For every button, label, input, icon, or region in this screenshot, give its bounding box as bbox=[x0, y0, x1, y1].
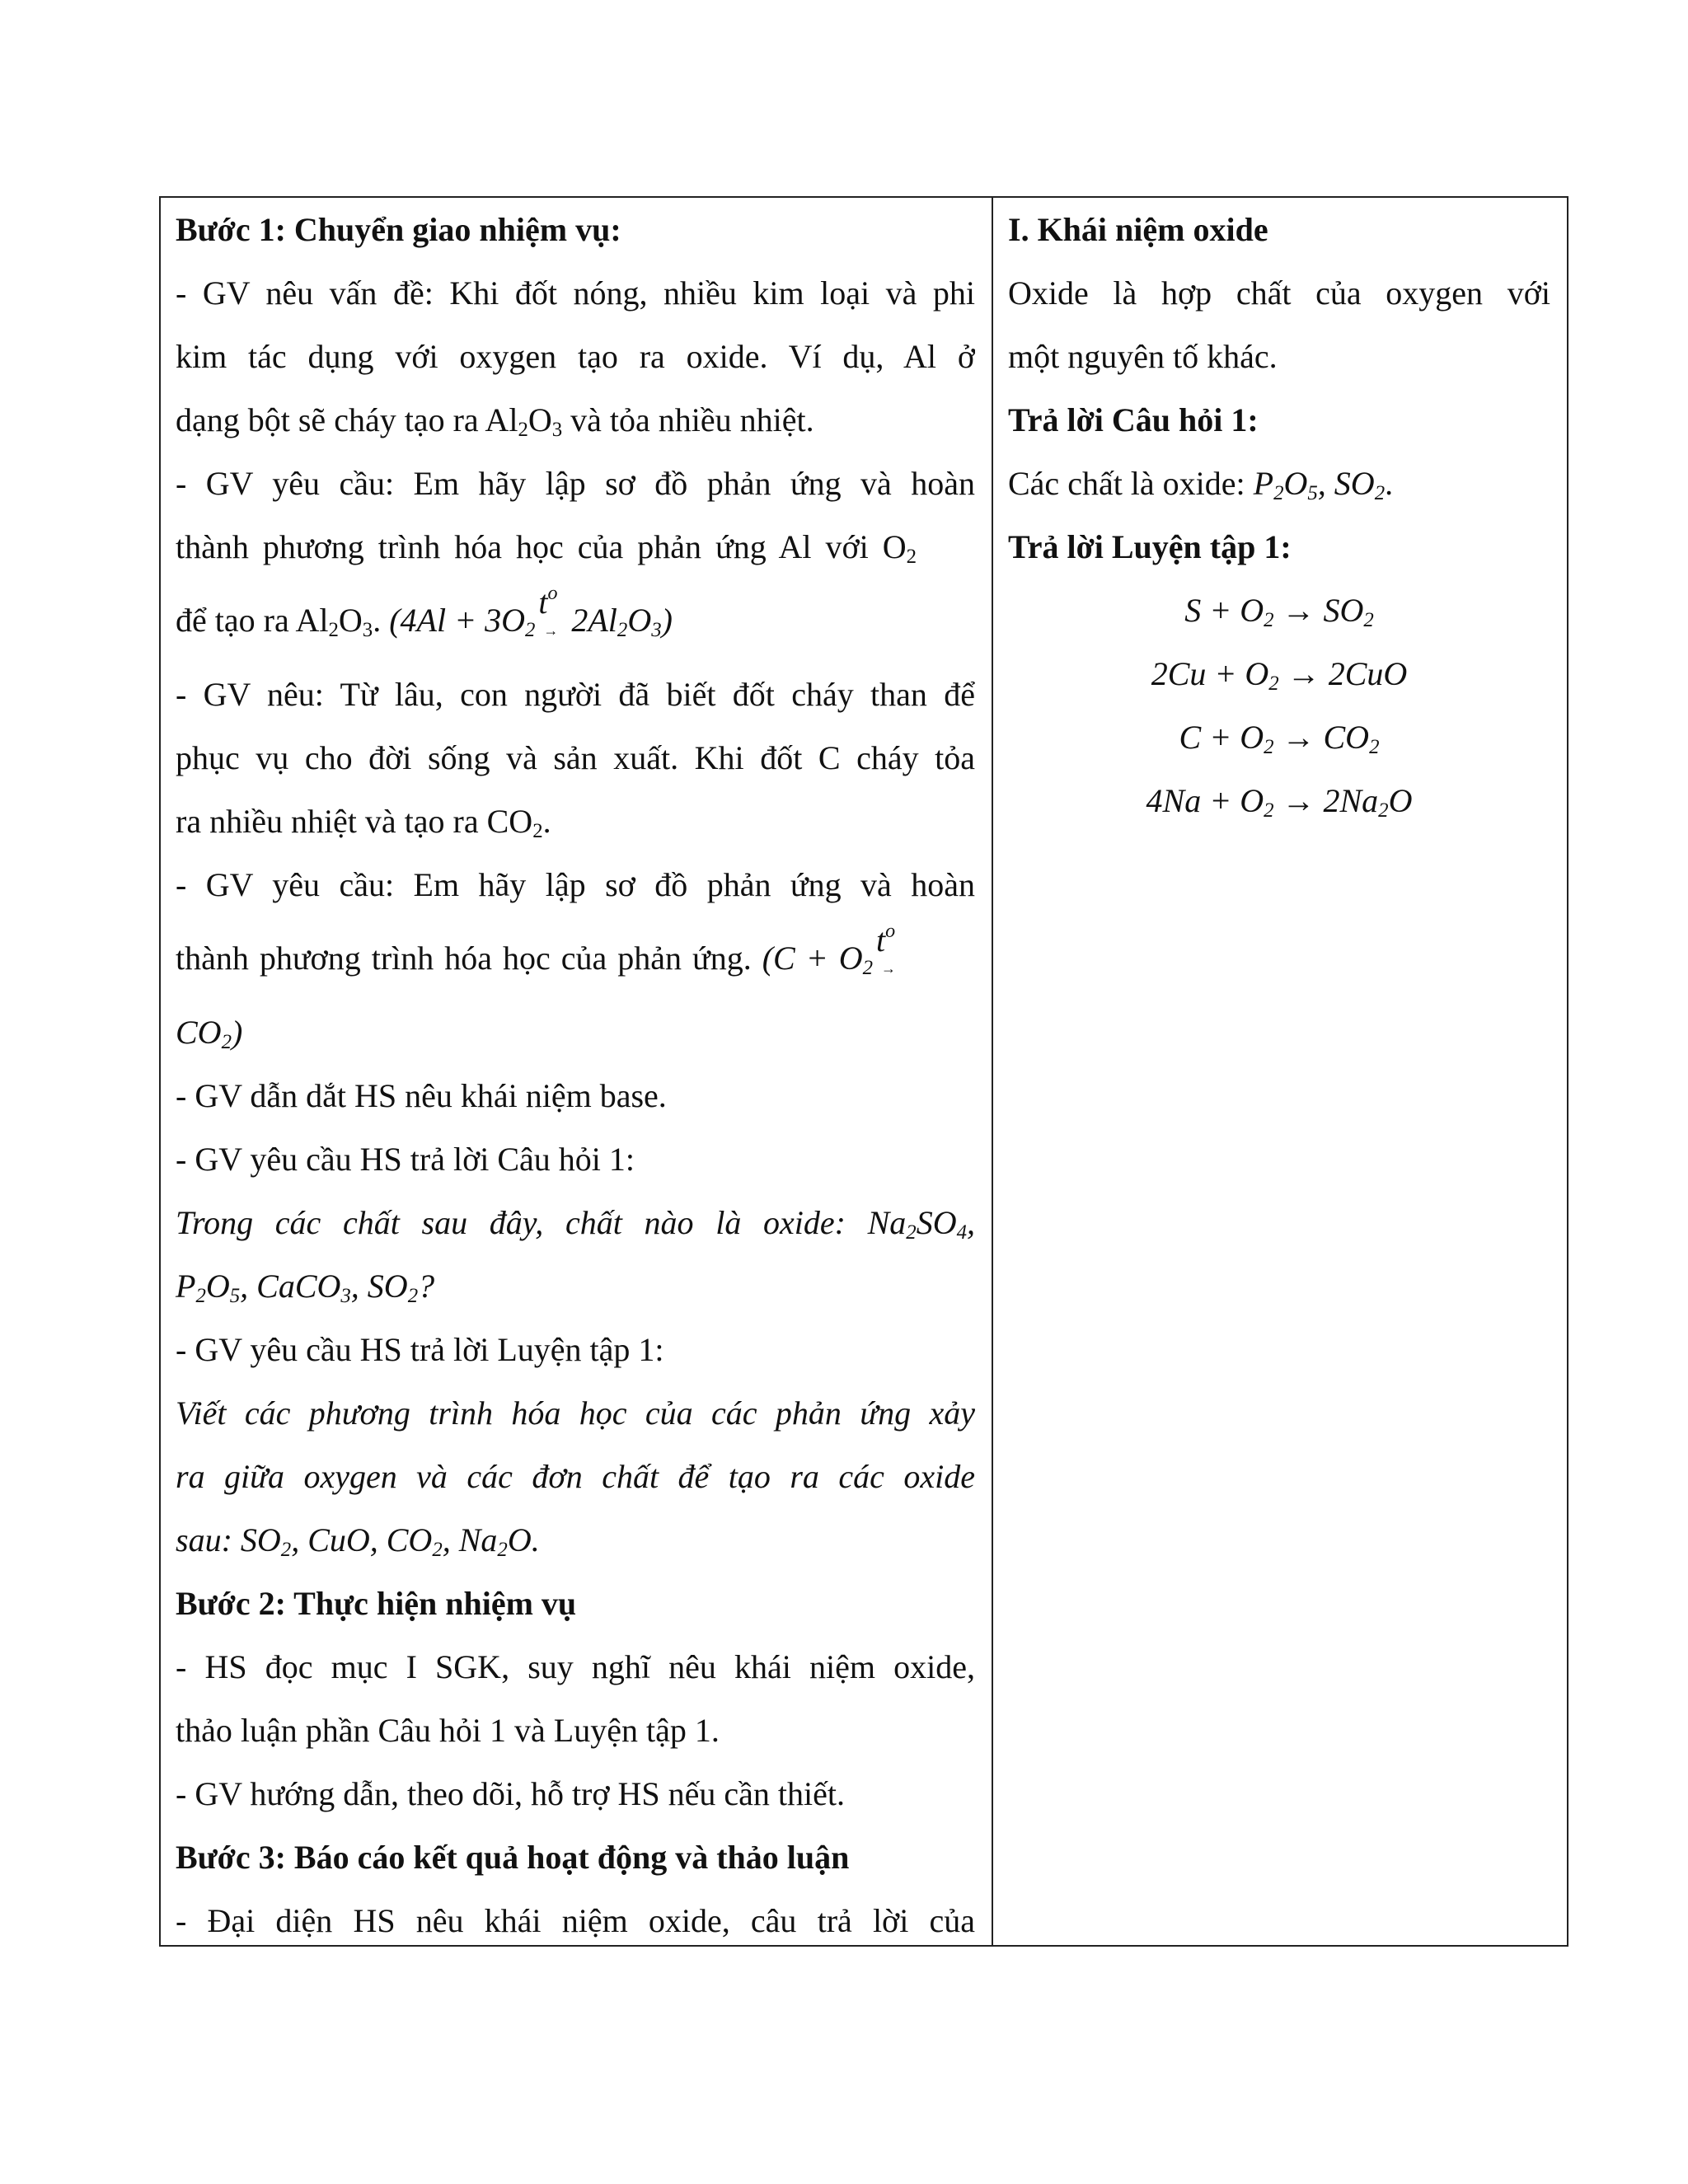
question-line: Viết các phương trình hóa học của các phản ứng xảy bbox=[176, 1394, 975, 1432]
inline-equation: ($4Al + 3O_2$ $t^o$ → $2Al_2O_3$) bbox=[389, 583, 673, 642]
step1-title: Bước 1: Chuyển giao nhiệm vụ: bbox=[176, 211, 621, 248]
activity-column bbox=[161, 198, 993, 1945]
paragraph-line: - GV yêu cầu: Em hãy lập sơ đồ phản ứng và hoàn bbox=[176, 465, 975, 502]
paragraph-line: - HS đọc mục I SGK, suy nghĩ nêu khái niệm oxide, bbox=[176, 1648, 975, 1685]
equation-na: $4Na + O_2 \to 2Na_2O$ bbox=[1146, 782, 1413, 823]
question-line: $P_2O_5$, CaCO$_3$, $SO_2$? bbox=[176, 1268, 435, 1308]
lesson-table bbox=[159, 196, 1568, 1947]
equation-c: $C + O_2 \to CO_2$ bbox=[1179, 719, 1380, 759]
paragraph-line-with-equation: để tạo ra $Al_2O_3$. ($4Al + 3O_2$ $t^o$ → $2Al_2O_3$) bbox=[176, 583, 673, 642]
paragraph-line: - Đại diện HS nêu khái niệm oxide, câu trả lời của bbox=[176, 1902, 975, 1939]
paragraph-line: - GV dẫn dắt HS nêu khái niệm base. bbox=[176, 1077, 667, 1114]
paragraph-line: dạng bột sẽ cháy tạo ra $Al_2O_3$ và tỏa nhiều nhiệt. bbox=[176, 401, 814, 442]
paragraph-line: - GV yêu cầu HS trả lời Luyện tập 1: bbox=[176, 1331, 664, 1368]
equation-s: $S + O_2 \to SO_2$ bbox=[1184, 592, 1374, 632]
question-line: ra giữa oxygen và các đơn chất để tạo ra các oxide bbox=[176, 1458, 975, 1495]
content-column bbox=[993, 198, 1567, 1945]
paragraph-line: - GV nêu vấn đề: Khi đốt nóng, nhiều kim loại và phi bbox=[176, 274, 975, 312]
section-heading: I. Khái niệm oxide bbox=[1008, 211, 1268, 248]
paragraph-line: $CO_2$) bbox=[176, 1014, 243, 1054]
step3-title: Bước 3: Báo cáo kết quả hoạt động và thảo luận bbox=[176, 1839, 850, 1876]
paragraph-line: thảo luận phần Câu hỏi 1 và Luyện tập 1. bbox=[176, 1712, 720, 1749]
paragraph-line-with-equation: thành phương trình hóa học của phản ứng. ($C + O_2$ $t^o$ → bbox=[176, 921, 896, 980]
question-line: Trong các chất sau đây, chất nào là oxide: $Na_2SO_4$, bbox=[176, 1204, 975, 1244]
definition-line: một nguyên tố khác. bbox=[1008, 338, 1278, 375]
paragraph-line: phục vụ cho đời sống và sản xuất. Khi đốt C cháy tỏa bbox=[176, 739, 975, 776]
step2-title: Bước 2: Thực hiện nhiệm vụ bbox=[176, 1585, 577, 1622]
definition-line: Oxide là hợp chất của oxygen với bbox=[1008, 274, 1550, 312]
paragraph-line: kim tác dụng với oxygen tạo ra oxide. Ví dụ, Al ở bbox=[176, 338, 975, 375]
paragraph-line: thành phương trình hóa học của phản ứng Al với $O_2$ bbox=[176, 528, 917, 569]
question-line: sau: $SO_2$, CuO, $CO_2$, $Na_2O$. bbox=[176, 1521, 540, 1562]
paragraph-line: - GV hướng dẫn, theo dõi, hỗ trợ HS nếu cần thiết. bbox=[176, 1775, 846, 1812]
equation-cu: $2Cu + O_2 \to 2CuO$ bbox=[1151, 655, 1408, 696]
answer1-title: Trả lời Câu hỏi 1: bbox=[1008, 401, 1259, 438]
paragraph-line: - GV yêu cầu: Em hãy lập sơ đồ phản ứng và hoàn bbox=[176, 866, 975, 903]
answer1-text: Các chất là oxide: $P_2O_5$, $SO_2$. bbox=[1008, 465, 1394, 505]
paragraph-line: - GV nêu: Từ lâu, con người đã biết đốt cháy than để bbox=[176, 676, 975, 713]
answer2-title: Trả lời Luyện tập 1: bbox=[1008, 528, 1292, 565]
paragraph-line: ra nhiều nhiệt và tạo ra $CO_2$. bbox=[176, 803, 551, 843]
paragraph-line: - GV yêu cầu HS trả lời Câu hỏi 1: bbox=[176, 1141, 635, 1178]
